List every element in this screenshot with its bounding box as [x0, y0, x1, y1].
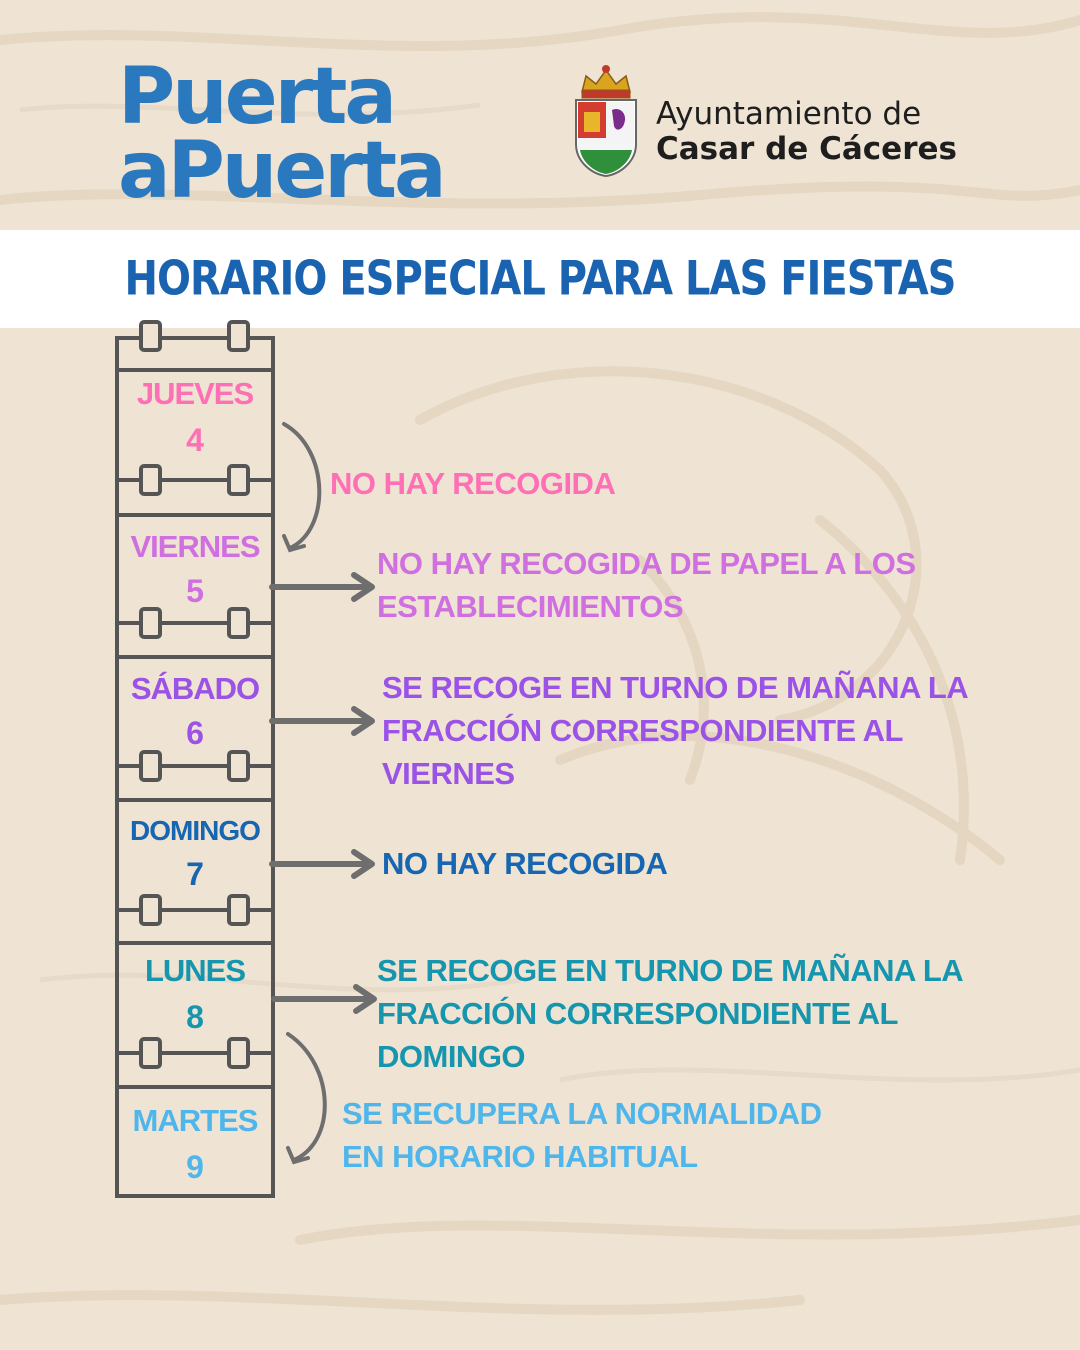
day-name-lunes: LUNES: [144, 953, 246, 988]
crest-icon: [572, 62, 640, 178]
note-martes: SE RECUPERA LA NORMALIDAD EN HORARIO HABITUAL: [342, 1096, 822, 1174]
day-name-viernes: VIERNES: [130, 529, 260, 564]
title-band: [0, 230, 1080, 328]
day-number-martes: 9: [186, 1149, 204, 1185]
note-lunes: SE RECOGE EN TURNO DE MAÑANA LA FRACCIÓN CORRESPONDIENTE AL DOMINGO: [377, 953, 964, 1074]
puerta-a-puerta-logo: [118, 52, 478, 216]
day-number-jueves: 4: [186, 422, 204, 458]
brand-line-1: Puerta: [118, 52, 394, 142]
day-name-sabado: SÁBADO: [130, 671, 260, 706]
day-name-jueves: JUEVES: [136, 376, 254, 411]
note-domingo: NO HAY RECOGIDA: [382, 846, 668, 881]
council-logo: [572, 62, 992, 182]
note-sabado: SE RECOGE EN TURNO DE MAÑANA LA FRACCIÓN CORRESPONDIENTE AL VIERNES: [382, 670, 969, 791]
council-name: [656, 96, 957, 166]
brand-line-2: aPuerta: [118, 126, 444, 216]
day-name-martes: MARTES: [132, 1103, 258, 1138]
note-jueves: NO HAY RECOGIDA: [330, 466, 616, 501]
day-number-lunes: 8: [186, 999, 204, 1035]
day-number-viernes: 5: [186, 573, 204, 609]
day-name-domingo: DOMINGO: [130, 815, 260, 846]
council-line-1: Ayuntamiento de: [656, 96, 922, 132]
note-viernes: NO HAY RECOGIDA DE PAPEL A LOS ESTABLECIMIENTOS: [377, 546, 916, 624]
council-line-2: Casar de Cáceres: [656, 131, 957, 167]
day-number-sabado: 6: [186, 715, 204, 751]
day-number-domingo: 7: [186, 856, 204, 892]
page-title: HORARIO ESPECIAL PARA LAS FIESTAS: [124, 251, 956, 307]
